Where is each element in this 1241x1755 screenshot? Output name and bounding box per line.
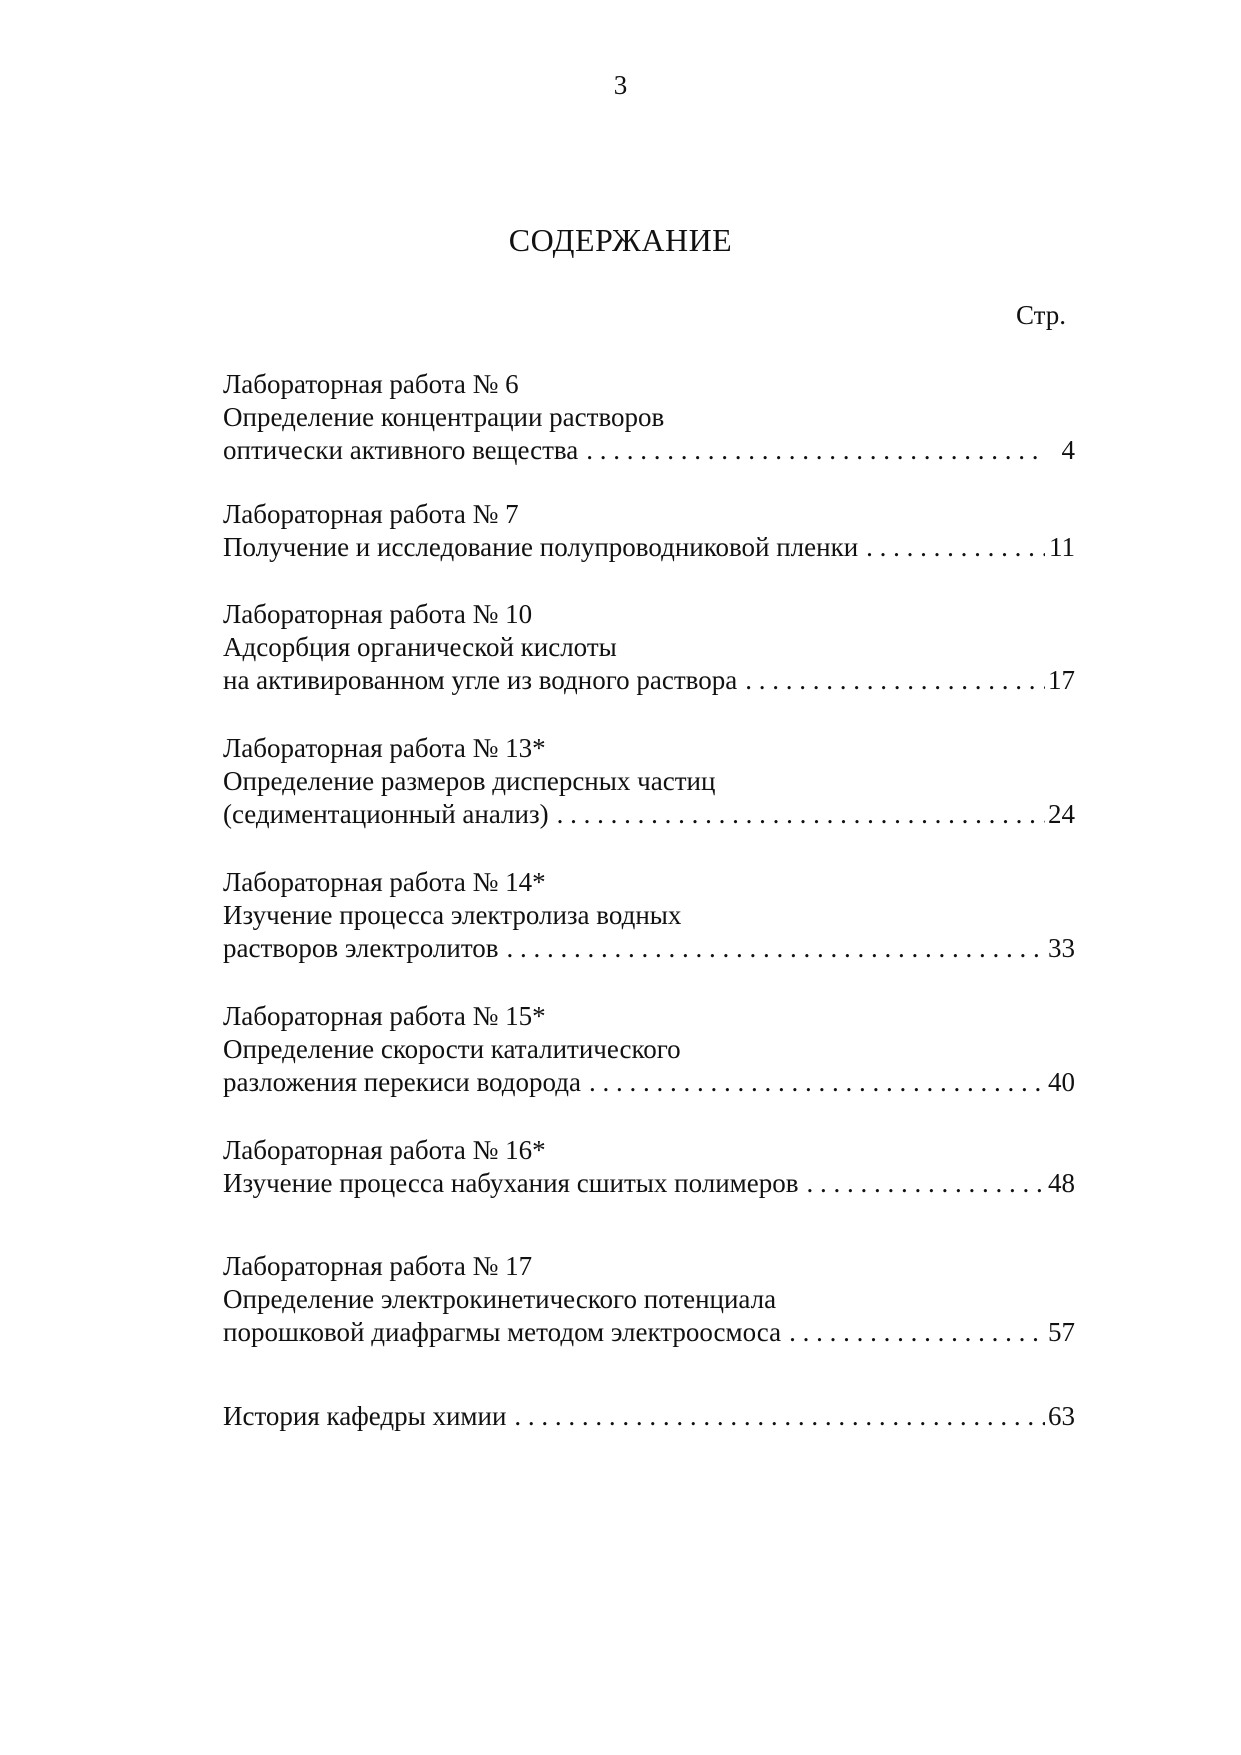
dot-leader bbox=[506, 1400, 1045, 1433]
entry-page-number: 63 bbox=[1048, 1401, 1075, 1431]
toc-entry-lab-14[interactable] bbox=[223, 866, 1075, 965]
entry-title: Лабораторная работа № 15* bbox=[223, 1001, 546, 1031]
toc-entry-history[interactable] bbox=[223, 1400, 1075, 1433]
dot-leader bbox=[781, 1316, 1045, 1349]
entry-page-number: 40 bbox=[1048, 1067, 1075, 1097]
entry-description-end: Изучение процесса набухания сшитых полимеров bbox=[223, 1168, 799, 1198]
entry-page-number: 4 bbox=[1061, 435, 1075, 465]
toc-entry-lab-7[interactable] bbox=[223, 498, 1075, 564]
entry-description: Определение электрокинетического потенциала bbox=[223, 1284, 777, 1314]
entry-description: Изучение процесса электролиза водных bbox=[223, 900, 682, 930]
toc-heading: СОДЕРЖАНИЕ bbox=[508, 222, 733, 258]
entry-leader-line bbox=[223, 1167, 1075, 1200]
entry-title: Лабораторная работа № 16* bbox=[223, 1135, 546, 1165]
entry-leader-line bbox=[223, 434, 1075, 467]
entry-description-end: разложения перекиси водорода bbox=[223, 1067, 581, 1097]
entry-title: Лабораторная работа № 13* bbox=[223, 733, 546, 763]
entry-page-number: 33 bbox=[1048, 933, 1075, 963]
entry-description: Определение концентрации растворов bbox=[223, 402, 665, 432]
dot-leader bbox=[798, 1167, 1045, 1200]
entry-description-end: растворов электролитов bbox=[223, 933, 499, 963]
toc-entry-lab-17[interactable] bbox=[223, 1250, 1075, 1349]
entry-page-number: 57 bbox=[1048, 1317, 1075, 1347]
entry-description-end: Получение и исследование полупроводниковой пленки bbox=[223, 532, 859, 562]
entry-leader-line bbox=[223, 531, 1075, 564]
dot-leader bbox=[499, 932, 1045, 965]
entry-leader-line bbox=[223, 1066, 1075, 1099]
page-column-label: Стр. bbox=[1016, 300, 1067, 330]
entry-description-end: на активированном угле из водного раствора bbox=[223, 665, 738, 695]
entry-leader-line bbox=[223, 1400, 1075, 1433]
entry-title: Лабораторная работа № 14* bbox=[223, 867, 546, 897]
toc-entry-lab-10[interactable] bbox=[223, 598, 1075, 697]
entry-leader-line bbox=[223, 932, 1075, 965]
entry-description: Определение размеров дисперсных частиц bbox=[223, 766, 716, 796]
page-number: 3 bbox=[613, 70, 628, 100]
dot-leader bbox=[858, 531, 1045, 564]
toc-entry-lab-16[interactable] bbox=[223, 1134, 1075, 1200]
entry-page-number: 24 bbox=[1048, 799, 1075, 829]
entry-description: Адсорбция органической кислоты bbox=[223, 632, 617, 662]
entry-description-end: (седиментационный анализ) bbox=[223, 799, 549, 829]
entry-page-number: 17 bbox=[1048, 665, 1075, 695]
entry-leader-line bbox=[223, 664, 1075, 697]
entry-title: Лабораторная работа № 7 bbox=[223, 499, 519, 529]
dot-leader bbox=[737, 664, 1045, 697]
entry-leader-line bbox=[223, 798, 1075, 831]
entry-description-end: оптически активного вещества bbox=[223, 435, 579, 465]
entry-title: Лабораторная работа № 10 bbox=[223, 599, 533, 629]
toc-entry-lab-13[interactable] bbox=[223, 732, 1075, 831]
entry-page-number: 48 bbox=[1048, 1168, 1075, 1198]
toc-entry-lab-15[interactable] bbox=[223, 1000, 1075, 1099]
entry-page-number: 11 bbox=[1049, 532, 1075, 562]
entry-description: Определение скорости каталитического bbox=[223, 1034, 681, 1064]
entry-description-end: История кафедры химии bbox=[223, 1401, 507, 1431]
entry-title: Лабораторная работа № 6 bbox=[223, 369, 519, 399]
entry-title: Лабораторная работа № 17 bbox=[223, 1251, 533, 1281]
dot-leader bbox=[581, 1066, 1045, 1099]
toc-entry-lab-6[interactable] bbox=[223, 368, 1075, 467]
entry-description-end: порошковой диафрагмы методом электроосмоса bbox=[223, 1317, 782, 1347]
dot-leader bbox=[549, 798, 1045, 831]
entry-leader-line bbox=[223, 1316, 1075, 1349]
dot-leader bbox=[578, 434, 1045, 467]
